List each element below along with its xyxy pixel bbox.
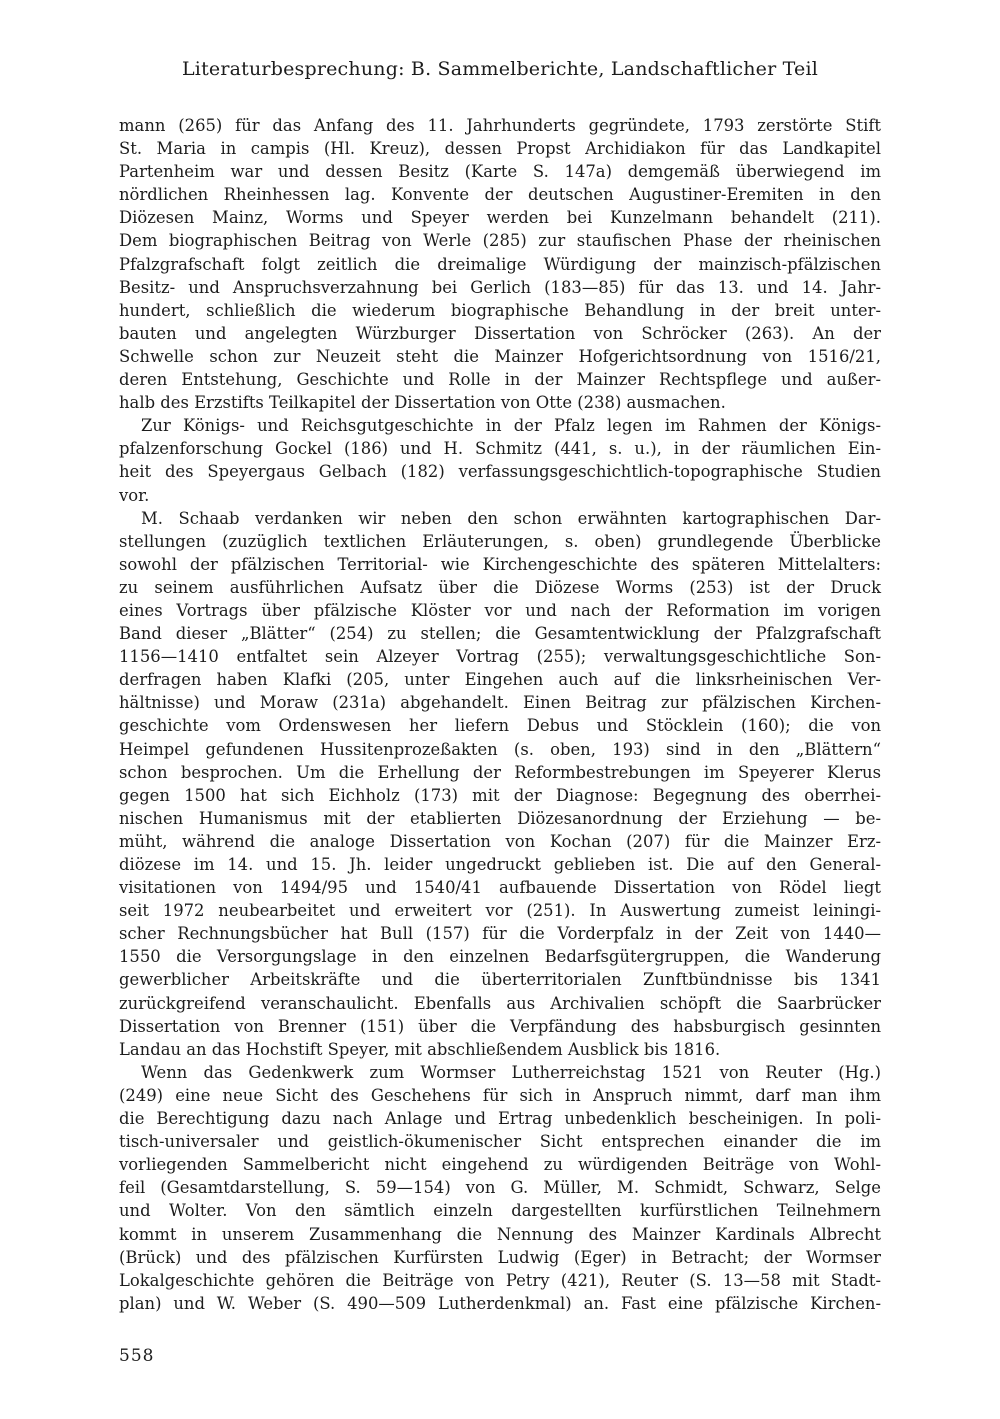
page-number: 558 [119,1346,155,1366]
text-line: nischen Humanismus mit der etablierten Diözesanordnung der Erziehung — be- [119,808,881,828]
text-line: St. Maria in campis (Hl. Kreuz), dessen Propst Archidiakon für das Landkapitel [119,139,881,159]
text-line: Partenheim war und dessen Besitz (Karte S. 147a) demgemäß überwiegend im [119,162,881,182]
text-line: (249) eine neue Sicht des Geschehens für sich in Anspruch nimmt, darf man ihm [119,1085,881,1105]
text-line: Lokalgeschichte gehören die Beiträge von Petry (421), Reuter (S. 13—58 mit Stadt- [119,1270,881,1290]
text-line: plan) und W. Weber (S. 490—509 Lutherdenkmal) an. Fast eine pfälzische Kirchen- [119,1293,881,1313]
text-line: hältnisse) und Moraw (231a) abgehandelt. Einen Beitrag zur pfälzischen Kirchen- [119,693,881,713]
text-line: kommt in unserem Zusammenhang die Nennung des Mainzer Kardinals Albrecht [119,1224,881,1244]
text-line: scher Rechnungsbücher hat Bull (157) für die Vorderpfalz in der Zeit von 1440— [119,924,881,944]
text-line: heit des Speyergaus Gelbach (182) verfassungsgeschichtlich-topographische Studien [119,462,881,482]
text-line: pfalzenforschung Gockel (186) und H. Schmitz (441, s. u.), in der räumlichen Ein- [119,439,881,459]
text-line: 1156—1410 entfaltet sein Alzeyer Vortrag (255); verwaltungsgeschichtliche Son- [119,647,881,667]
text-line: müht, während die analoge Dissertation von Kochan (207) für die Mainzer Erz- [119,831,881,851]
text-line: gewerblicher Arbeitskräfte und die überterritorialen Zunftbündnisse bis 1341 [119,970,881,990]
text-line: (Brück) und des pfälzischen Kurfürsten Ludwig (Eger) in Betracht; der Wormser [119,1247,881,1267]
body-text [119,114,881,1315]
text-line: gegen 1500 hat sich Eichholz (173) mit der Diagnose: Begegnung des oberrhei- [119,785,881,805]
text-line: Besitz- und Anspruchsverzahnung bei Gerlich (183—85) für das 13. und 14. Jahr- [119,277,881,297]
text-line: vor. [119,485,150,505]
text-line: feil (Gesamtdarstellung, S. 59—154) von G. Müller, M. Schmidt, Schwarz, Selge [119,1178,881,1198]
text-line: M. Schaab verdanken wir neben den schon erwähnten kartographischen Dar- [141,508,881,528]
text-line: Dissertation von Brenner (151) über die Verpfändung des habsburgisch gesinnten [119,1016,881,1036]
text-line: mann (265) für das Anfang des 11. Jahrhunderts gegründete, 1793 zerstörte Stift [119,116,881,135]
text-line: sowohl der pfälzischen Territorial- wie Kirchengeschichte des späteren Mittelalters: [119,554,881,574]
text-line: die Berechtigung dazu nach Anlage und Ertrag unbedenklich bescheinigen. In poli- [119,1109,881,1129]
text-line: und Wolter. Von den sämtlich einzeln dargestellten kurfürstlichen Teilnehmern [119,1201,881,1221]
text-line: diözese im 14. und 15. Jh. leider ungedruckt geblieben ist. Die auf den General- [119,855,881,874]
text-line: stellungen (zuzüglich textlichen Erläuterungen, s. oben) grundlegende Überblicke [119,531,881,551]
text-line: eines Vortrags über pfälzische Klöster vor und nach der Reformation im vorigen [119,600,881,620]
text-line: tisch-universaler und geistlich-ökumenischer Sicht entsprechen einander die im [119,1132,881,1152]
text-line: Landau an das Hochstift Speyer, mit abschließendem Ausblick bis 1816. [119,1039,721,1059]
text-line: Schwelle schon zur Neuzeit steht die Mainzer Hofgerichtsordnung von 1516/21, [119,346,881,366]
text-line: derfragen haben Klafki (205, unter Eingehen auch auf die linksrheinischen Ver- [119,670,881,690]
text-line: seit 1972 neubearbeitet und erweitert vor (251). In Auswertung zumeist leiningi- [119,901,881,921]
text-line: Band dieser „Blätter“ (254) zu stellen; die Gesamtentwicklung der Pfalzgrafschaft [119,624,881,644]
running-head: Literaturbesprechung: B. Sammelberichte, Landschaftlicher Teil [181,58,819,80]
text-line: zu seinem ausführlichen Aufsatz über die Diözese Worms (253) ist der Druck [119,577,881,597]
text-line: Dem biographischen Beitrag von Werle (285) zur staufischen Phase der rheinischen [119,231,881,251]
text-line: vorliegenden Sammelbericht nicht eingehend zu würdigenden Beiträge von Wohl- [119,1155,881,1175]
text-line: Wenn das Gedenkwerk zum Wormser Lutherreichstag 1521 von Reuter (Hg.) [141,1062,881,1082]
text-line: Diözesen Mainz, Worms und Speyer werden bei Kunzelmann behandelt (211). [119,208,881,228]
text-line: Zur Königs- und Reichsgutgeschichte in der Pfalz legen im Rahmen der Königs- [141,416,881,436]
text-line: Pfalzgrafschaft folgt zeitlich die dreimalige Würdigung der mainzisch-pfälzischen [119,254,881,274]
text-line: visitationen von 1494/95 und 1540/41 aufbauende Dissertation von Rödel liegt [119,878,881,898]
text-line: zurückgreifend veranschaulicht. Ebenfalls aus Archivalien schöpft die Saarbrücker [119,993,881,1013]
text-line: hundert, schließlich die wiederum biographische Behandlung in der breit unter- [119,300,881,320]
text-line: nördlichen Rheinhessen lag. Konvente der deutschen Augustiner-Eremiten in den [119,185,881,205]
text-line: deren Entstehung, Geschichte und Rolle in der Mainzer Rechtspflege und außer- [119,370,881,390]
text-line: halb des Erzstifts Teilkapitel der Dissertation von Otte (238) ausmachen. [119,393,726,413]
text-line: geschichte vom Ordenswesen her liefern Debus und Stöcklein (160); die von [119,716,881,736]
text-line: bauten und angelegten Würzburger Dissertation von Schröcker (263). An der [119,323,881,343]
text-line: 1550 die Versorgungslage in den einzelnen Bedarfsgütergruppen, die Wanderung [119,947,881,967]
text-line: Heimpel gefundenen Hussitenprozeßakten (s. oben, 193) sind in den „Blättern“ [119,739,881,759]
text-line: schon besprochen. Um die Erhellung der Reformbestrebungen im Speyerer Klerus [119,762,881,782]
